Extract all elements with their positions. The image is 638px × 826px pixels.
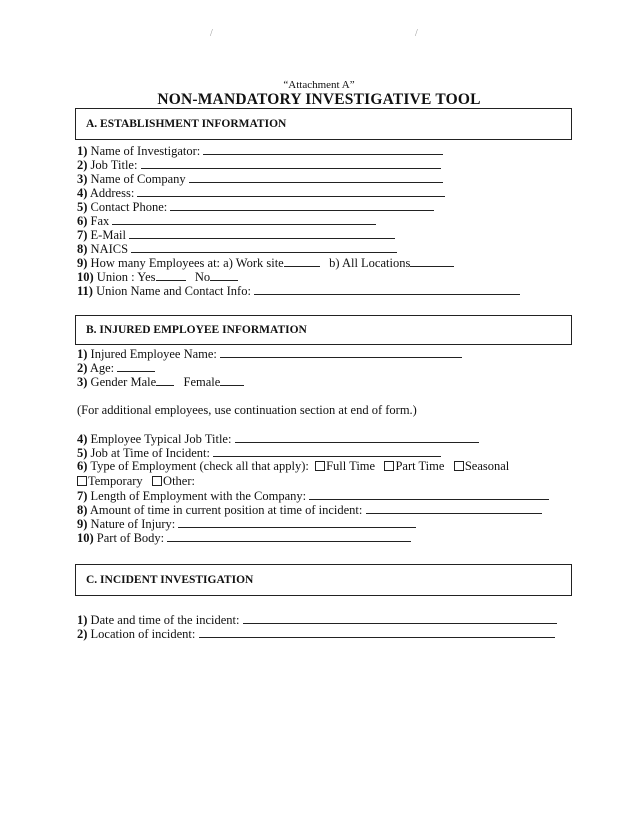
checkbox-temporary[interactable]: Temporary bbox=[77, 474, 143, 488]
field-fax[interactable]: 6) Fax bbox=[77, 213, 376, 228]
continuation-note: (For additional employees, use continuation section at end of form.) bbox=[77, 403, 417, 417]
field-job-title[interactable]: 2) Job Title: bbox=[77, 157, 441, 172]
field-union-name[interactable]: 11) Union Name and Contact Info: bbox=[77, 283, 520, 298]
field-company[interactable]: 3) Name of Company bbox=[77, 171, 443, 186]
checkbox-full-time[interactable]: Full Time bbox=[315, 459, 375, 473]
field-employment-type: 6) Type of Employment (check all that apply): Full Time Part Time Seasonal bbox=[77, 459, 510, 473]
field-age[interactable]: 2) Age: bbox=[77, 360, 155, 375]
checkbox-other[interactable]: Other: bbox=[152, 474, 195, 488]
field-address[interactable]: 4) Address: bbox=[77, 185, 445, 200]
employment-type-row2 bbox=[77, 474, 195, 488]
field-email[interactable]: 7) E-Mail bbox=[77, 227, 395, 242]
field-incident-location[interactable]: 2) Location of incident: bbox=[77, 626, 555, 641]
field-naics[interactable]: 8) NAICS bbox=[77, 241, 397, 256]
field-contact-phone[interactable]: 5) Contact Phone: bbox=[77, 199, 434, 214]
section-b-box bbox=[75, 315, 572, 345]
field-incident-datetime[interactable]: 1) Date and time of the incident: bbox=[77, 612, 557, 627]
field-body-part[interactable]: 10) Part of Body: bbox=[77, 530, 411, 545]
field-employee-count[interactable]: 9) How many Employees at: a) Work site b) All Locations bbox=[77, 255, 454, 270]
field-gender[interactable]: 3) Gender Male Female bbox=[77, 374, 244, 389]
scan-mark: / bbox=[415, 28, 418, 39]
scan-mark: / bbox=[210, 28, 213, 39]
field-typical-job[interactable]: 4) Employee Typical Job Title: bbox=[77, 431, 479, 446]
form-title: NON-MANDATORY INVESTIGATIVE TOOL bbox=[157, 91, 481, 108]
field-job-at-incident[interactable]: 5) Job at Time of Incident: bbox=[77, 445, 441, 460]
field-time-in-position[interactable]: 8) Amount of time in current position at time of incident: bbox=[77, 502, 542, 517]
field-investigator[interactable]: 1) Name of Investigator: bbox=[77, 143, 443, 158]
field-employment-length[interactable]: 7) Length of Employment with the Company: bbox=[77, 488, 549, 503]
section-c-heading: C. INCIDENT INVESTIGATION bbox=[86, 574, 254, 586]
section-a-box bbox=[75, 108, 572, 140]
field-injury-nature[interactable]: 9) Nature of Injury: bbox=[77, 516, 416, 531]
field-union[interactable]: 10) Union : Yes No bbox=[77, 269, 238, 284]
section-b-heading: B. INJURED EMPLOYEE INFORMATION bbox=[86, 324, 307, 336]
checkbox-part-time[interactable]: Part Time bbox=[384, 459, 444, 473]
checkbox-seasonal[interactable]: Seasonal bbox=[454, 459, 509, 473]
attachment-label: “Attachment A” bbox=[283, 79, 355, 91]
section-a-heading: A. ESTABLISHMENT INFORMATION bbox=[86, 118, 287, 130]
field-injured-name[interactable]: 1) Injured Employee Name: bbox=[77, 346, 462, 361]
section-c-box bbox=[75, 564, 572, 596]
